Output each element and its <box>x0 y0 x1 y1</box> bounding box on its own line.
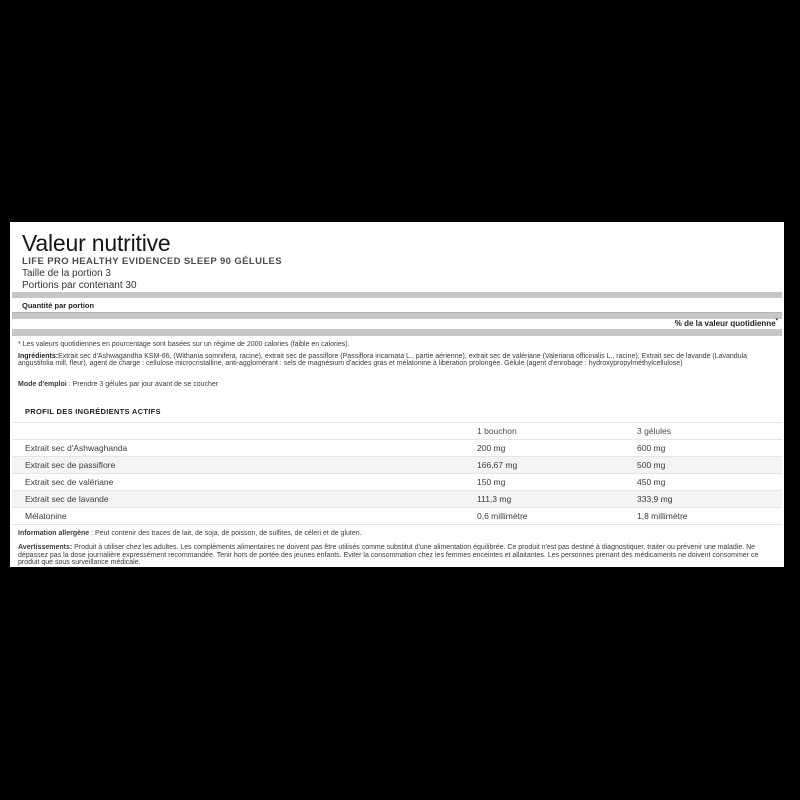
ingredient-amount-three: 600 mg <box>637 443 666 453</box>
daily-value-footnote: * Les valeurs quotidiennes en pourcentage sont basées sur un régime de 2000 calories (faible en calories). <box>18 341 350 348</box>
active-ingredients-table <box>12 422 782 525</box>
ingredients-text: Extrait sec d'Ashwagandha KSM-66, (Withania somnifera, racine), extrait sec de passiflore (Passiflora incarnata L., partie aérienne), extrait sec de valériane (Valeriana officinalis L., racine), Extrait sec de lavande (Lavandula angustifolia mill, fleur), agent de charge : cellulose microcristalline, anti-agglomérant : sels de magnésium d'acides gras et mélatonine à libération prolongée. Gélule (agent d'enrobage : hydroxypropylméthylcellulose) <box>18 353 748 367</box>
separator-bar <box>12 292 782 298</box>
ingredient-name: Mélatonine <box>25 511 67 521</box>
table-header-row <box>12 422 782 440</box>
product-name: LIFE PRO HEALTHY EVIDENCED SLEEP 90 GÉLULES <box>22 256 283 267</box>
ingredient-amount-one: 166,67 mg <box>477 460 518 470</box>
usage-label: Mode d'emploi <box>18 381 67 388</box>
ingredient-amount-three: 1,8 millimètre <box>637 511 688 521</box>
servings-per-container: Portions par contenant 30 <box>22 280 137 291</box>
ingredient-name: Extrait sec de valériane <box>25 477 114 487</box>
active-ingredients-heading: PROFIL DES INGRÉDIENTS ACTIFS <box>25 407 161 416</box>
ingredient-amount-one: 0,6 millimètre <box>477 511 528 521</box>
daily-value-heading <box>22 319 780 329</box>
warnings-paragraph <box>18 544 772 567</box>
nutrition-label-panel <box>10 222 784 567</box>
ingredients-label: Ingrédients: <box>18 353 59 360</box>
daily-value-text: % de la valeur quotidienne <box>674 319 776 328</box>
ingredient-name: Extrait sec de lavande <box>25 494 109 504</box>
col-header-three-capsules: 3 gélules <box>637 426 672 436</box>
label-title: Valeur nutritive <box>22 230 171 256</box>
ingredient-amount-three: 450 mg <box>637 477 666 487</box>
separator-bar <box>12 329 782 336</box>
ingredient-amount-one: 200 mg <box>477 443 506 453</box>
usage-directions <box>18 381 772 388</box>
ingredient-amount-one: 150 mg <box>477 477 506 487</box>
col-header-one-capsule: 1 bouchon <box>477 426 517 436</box>
ingredient-name: Extrait sec d'Ashwaghanda <box>25 443 128 453</box>
ingredient-name: Extrait sec de passiflore <box>25 460 116 470</box>
table-row <box>12 440 782 457</box>
amount-per-serving-heading: Quantité par portion <box>12 301 782 313</box>
table-row <box>12 474 782 491</box>
table-row <box>12 508 782 525</box>
ingredients-paragraph <box>18 353 772 367</box>
table-row <box>12 457 782 474</box>
allergen-label: Information allergène <box>18 530 90 537</box>
ingredient-amount-three: 500 mg <box>637 460 666 470</box>
usage-text: : Prendre 3 gélules par jour avant de se coucher <box>66 381 219 388</box>
serving-size: Taille de la portion 3 <box>22 268 111 279</box>
daily-value-asterisk: * <box>775 318 778 325</box>
warnings-label: Avertissements: <box>18 544 73 551</box>
allergen-information <box>18 530 772 538</box>
warnings-text: Produit à utiliser chez les adultes. Les compléments alimentaires ne doivent pas être utilisés comme substitut d'une alimentation équilibrée. Ce produit n'est pas destiné à diagnostiquer, traiter ou prévenir une maladie. Ne dépassez pas la dose journalière expressément recommandée. Tenir hors de portée des jeunes enfants. Eviter la consommation chez les femmes enceintes et allaitantes. Les personnes prenant des médicaments ne doivent consommer ce produit que sous surveillance médicale. <box>18 544 759 566</box>
table-row <box>12 491 782 508</box>
ingredient-amount-three: 333,9 mg <box>637 494 673 504</box>
ingredient-amount-one: 111,3 mg <box>477 494 512 504</box>
allergen-text: : Peut contenir des traces de lait, de soja, de poisson, de sulfites, de céleri et de gluten. <box>89 530 362 537</box>
